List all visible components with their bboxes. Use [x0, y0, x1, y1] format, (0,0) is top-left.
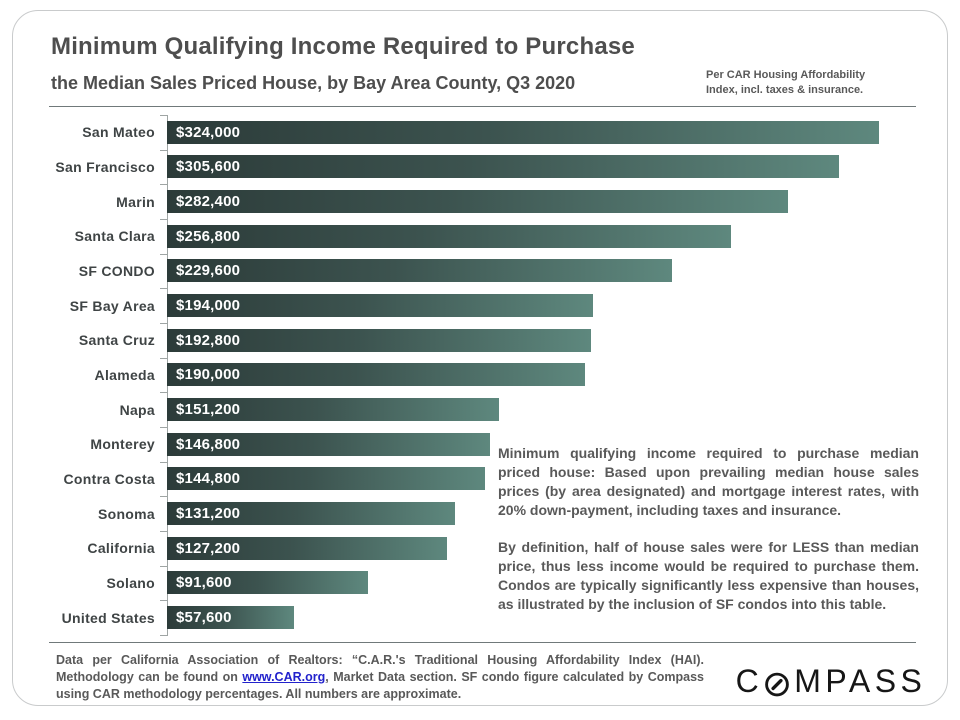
bar-value-label: $192,800: [176, 331, 241, 349]
header-note-line2: Index, incl. taxes & insurance.: [706, 84, 864, 96]
axis-tick: [160, 184, 168, 185]
bar-value-label: $190,000: [176, 366, 241, 384]
category-label: Napa: [119, 401, 155, 418]
category-label: Marin: [116, 193, 155, 210]
axis-tick: [160, 496, 168, 497]
income-bar: [167, 398, 499, 421]
header-note: [706, 68, 926, 98]
income-bar: [167, 190, 788, 213]
footer-source-text: [56, 652, 704, 703]
table-row: [13, 150, 949, 185]
footer-divider: [49, 642, 916, 643]
annotation-block: [498, 444, 919, 614]
table-row: [13, 115, 949, 150]
bar-value-label: $144,800: [176, 470, 241, 488]
income-bar: [167, 294, 593, 317]
axis-tick: [160, 323, 168, 324]
page-subtitle: the Median Sales Priced House, by Bay Area County, Q3 2020: [51, 73, 576, 93]
compass-logo: [731, 655, 931, 707]
category-label: SF CONDO: [78, 262, 155, 279]
category-label: Monterey: [90, 436, 155, 453]
table-row: [13, 184, 949, 219]
header-divider: [49, 106, 916, 107]
annotation-paragraph-1: Minimum qualifying income required to purchase median priced house: Based upon prevailing median house sales prices (by area designated) and mortgage interest rates, with 20% down-payment, including taxes and insurance.: [498, 445, 919, 518]
income-bar: [167, 606, 294, 629]
category-label: Contra Costa: [63, 470, 155, 487]
category-label: Solano: [106, 574, 155, 591]
axis-tick: [160, 462, 168, 463]
table-row: [13, 392, 949, 427]
category-label: Alameda: [94, 366, 155, 383]
bar-track: [167, 329, 949, 352]
slide-card: [12, 10, 948, 706]
axis-tick: [160, 219, 168, 220]
category-label: Sonoma: [97, 505, 155, 522]
bar-value-label: $146,800: [176, 435, 241, 453]
table-row: [13, 323, 949, 358]
income-bar: [167, 155, 839, 178]
axis-tick: [160, 254, 168, 255]
table-row: [13, 288, 949, 323]
income-bar: [167, 433, 490, 456]
axis-tick: [160, 358, 168, 359]
footer-text-after-link: , Market Data section. SF condo figure calculated by Compass using CAR methodology percentages. All numbers are approximate.: [56, 670, 704, 701]
page-title: Minimum Qualifying Income Required to Purchase: [51, 33, 635, 60]
bar-track: [167, 190, 949, 213]
income-bar: [167, 225, 731, 248]
category-label: Santa Clara: [74, 228, 155, 245]
category-label: California: [87, 540, 155, 557]
table-row: [13, 254, 949, 289]
bar-value-label: $324,000: [176, 123, 241, 141]
bar-track: [167, 363, 949, 386]
bar-value-label: $194,000: [176, 297, 241, 315]
axis-tick: [160, 531, 168, 532]
bar-track: [167, 294, 949, 317]
bar-track: [167, 121, 949, 144]
axis-tick: [160, 635, 168, 636]
income-bar: [167, 467, 485, 490]
income-bar: [167, 502, 455, 525]
annotation-paragraph-2: By definition, half of house sales were for LESS than median price, thus less income would be required to purchase them. Condos are typically significantly less expensive than houses, as illustrated by the inclusion of SF condos into this table.: [498, 539, 919, 612]
income-bar: [167, 121, 879, 144]
car-org-link[interactable]: www.CAR.org: [242, 670, 326, 684]
bar-value-label: $305,600: [176, 158, 241, 176]
bar-track: [167, 225, 949, 248]
category-label: Santa Cruz: [78, 332, 155, 349]
category-label: SF Bay Area: [69, 297, 155, 314]
bar-value-label: $282,400: [176, 193, 241, 211]
bar-track: [167, 259, 949, 282]
header-note-line1: Per CAR Housing Affordability: [706, 69, 866, 81]
income-bar: [167, 259, 672, 282]
axis-tick: [160, 427, 168, 428]
bar-value-label: $256,800: [176, 227, 241, 245]
bar-value-label: $57,600: [176, 609, 232, 627]
compass-needle-icon: [764, 668, 790, 694]
bar-track: [167, 398, 949, 421]
axis-tick: [160, 150, 168, 151]
compass-logo-c: C: [735, 662, 764, 699]
axis-tick: [160, 392, 168, 393]
axis-tick: [160, 288, 168, 289]
bar-track: [167, 155, 949, 178]
bar-value-label: $127,200: [176, 539, 241, 557]
axis-tick: [160, 115, 168, 116]
bar-value-label: $91,600: [176, 574, 232, 592]
compass-logo-rest: MPASS: [794, 662, 927, 699]
bar-value-label: $151,200: [176, 401, 241, 419]
bar-value-label: $131,200: [176, 505, 241, 523]
income-bar: [167, 537, 447, 560]
bar-value-label: $229,600: [176, 262, 241, 280]
axis-tick: [160, 600, 168, 601]
footer-text-before-link: Data per California Association of Realtors: “C.A.R.'s Traditional Housing Affordability Index (HAI). Methodology can be found on: [56, 653, 704, 684]
category-label: United States: [61, 609, 155, 626]
table-row: [13, 358, 949, 393]
category-label: San Francisco: [55, 158, 155, 175]
table-row: [13, 219, 949, 254]
income-bar: [167, 363, 585, 386]
category-label: San Mateo: [82, 124, 155, 141]
income-bar: [167, 571, 368, 594]
axis-tick: [160, 566, 168, 567]
income-bar: [167, 329, 591, 352]
